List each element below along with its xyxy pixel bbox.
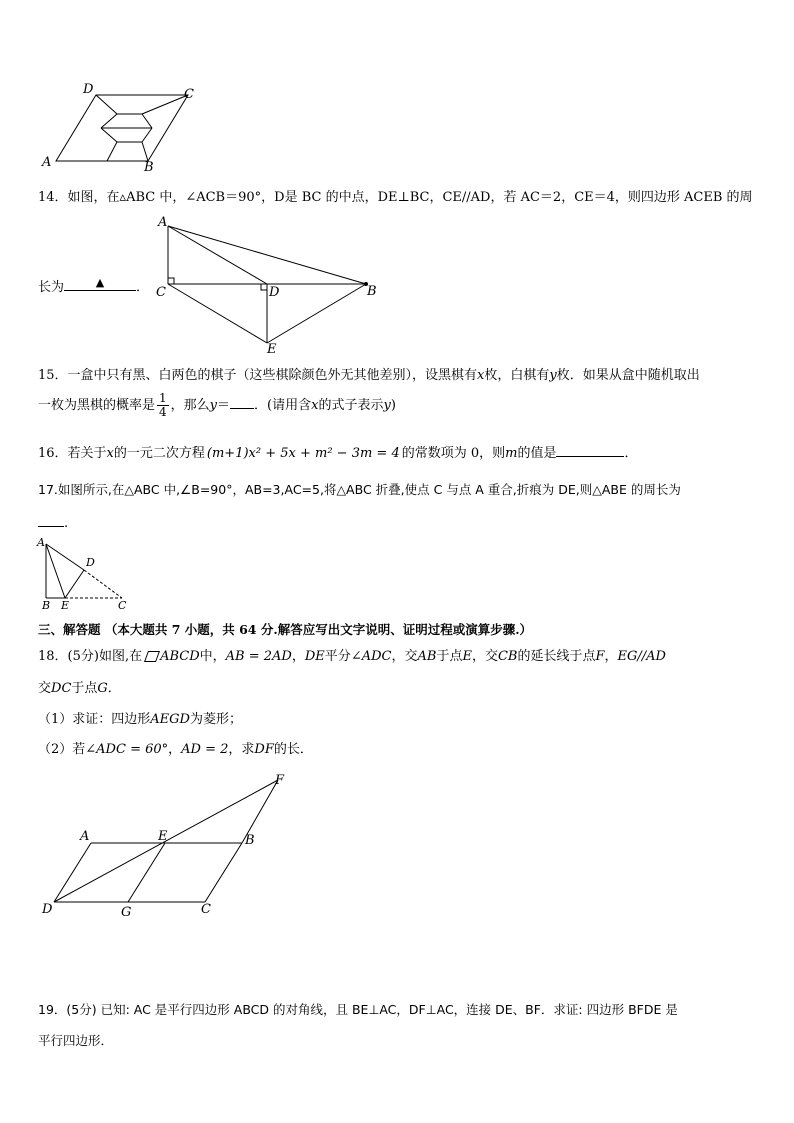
q17-label-b: B (42, 599, 51, 612)
q14-label-c: C (156, 285, 166, 300)
q14-label-b: B (367, 284, 377, 299)
q13-label-d: D (83, 82, 94, 97)
q18-line1 (38, 645, 666, 664)
q14-text2: 长为 (38, 280, 65, 295)
section-heading: 三、解答题 （本大题共 7 小题，共 64 分.解答应写出文字说明、证明过程或演算步骤.） (38, 622, 533, 637)
q15-var-y2: y (209, 398, 218, 413)
q18-text-h: 的延长线于点 (517, 649, 596, 664)
q18-f: F (595, 649, 605, 664)
q18-label-e: E (158, 829, 168, 844)
q15-text-a: 15．一盒中只有黑、白两色的棋子（这些棋除颜色外无其他差别），设黑棋有 (38, 368, 478, 383)
q17-label-e: E (61, 599, 70, 612)
q18-text-g: ，交 (471, 649, 498, 664)
q17-figure (36, 536, 136, 612)
q18-part2-b: ∠ADC = 60° (85, 742, 169, 757)
q18-part1-a: （1）求证：四边形 (38, 712, 151, 727)
q15-var-y3: y (383, 398, 391, 413)
q16-var-m: m (505, 446, 518, 461)
q15-answer-blank[interactable] (230, 394, 254, 409)
q17-answer-blank[interactable] (38, 512, 64, 527)
q16-line (38, 442, 638, 461)
q18-part1 (38, 708, 242, 727)
q19-line1: 19．(5分) 已知: AC 是平行四边形 ABCD 的对角线，且 BE⊥AC，DF⊥AC，连接 DE、BF．求证: 四边形 BFDE 是 (38, 1002, 678, 1017)
q18-label-d: D (42, 902, 53, 917)
q18-angle: ∠ADC (350, 649, 392, 664)
q15-text-d: 一枚为黑棋的概率是 (38, 398, 156, 413)
q18-eg: EG//AD (617, 649, 666, 664)
q15-eq: ＝ (217, 398, 231, 413)
q15-text-g: 的式子表示 (318, 398, 384, 413)
q18-part1-c: 为菱形； (189, 712, 242, 727)
q19-line2: 平行四边形． (38, 1033, 114, 1048)
q14-text: 14．如图，在▵ABC 中，∠ACB＝90°，D是 BC 的中点，DE⊥BC，CE//AD，若 AC＝2，CE＝4，则四边形 ACEB 的周 (38, 190, 753, 205)
q17-text: 17.如图所示,在△ABC 中,∠B=90°，AB=3,AC=5,将△ABC 折叠,使点 C 与点 A 重合,折痕为 DE,则△ABE 的周长为 (38, 482, 681, 497)
q15-var-y: y (549, 368, 557, 383)
q17-end: . (64, 516, 69, 531)
q15-var-x: x (477, 368, 485, 383)
q17-label-d: D (86, 556, 95, 569)
q18-text-f: 于点 (436, 649, 463, 664)
q18-part2-d: AD = 2 (181, 742, 229, 757)
q18-e: E (462, 649, 472, 664)
q18-abcd: ABCD (160, 649, 200, 664)
q18-line2 (38, 677, 121, 696)
q18-part2-c: ， (168, 742, 182, 757)
q18-label-c: C (201, 902, 211, 917)
q13-label-c: C (184, 87, 194, 102)
q14-label-d: D (269, 285, 280, 300)
q13-label-a: A (42, 155, 52, 170)
q15-text-b: 枚，白棋有 (484, 368, 550, 383)
q18-part2-f: DF (254, 742, 274, 757)
q15-line2 (38, 392, 396, 419)
q17-label-c: C (118, 599, 127, 612)
q18-ab-eq: AB = 2AD (225, 649, 292, 664)
q18-cb: CB (497, 649, 518, 664)
q18-label-f: F (275, 773, 285, 788)
q15-line1 (38, 364, 700, 383)
q15-frac-den: 4 (159, 405, 167, 419)
q14-label-a: A (158, 215, 168, 230)
q14-answer-line: 长为 ▲ ． (38, 276, 150, 295)
q18-text-l: ． (107, 681, 121, 696)
q16-text-d: 的值是 (517, 446, 557, 461)
q18-text-a: 18．(5分)如图,在 (38, 649, 143, 664)
q18-text-k: 于点 (71, 681, 98, 696)
q15-text-h: ) (390, 398, 396, 413)
q18-ab: AB (417, 649, 437, 664)
q18-label-b: B (245, 833, 255, 848)
q13-figure (38, 80, 208, 176)
q14-answer-blank[interactable] (64, 276, 136, 291)
q13-label-b: B (144, 160, 154, 175)
q18-text-d: 平分 (324, 649, 351, 664)
q18-label-g: G (121, 905, 132, 920)
q18-dc: DC (51, 681, 72, 696)
q18-part2 (38, 738, 313, 757)
q15-frac-num: 1 (159, 391, 167, 405)
q16-var-x: x (106, 446, 114, 461)
q17-answer-line (38, 512, 68, 531)
q18-de: DE (304, 649, 325, 664)
q18-part2-g: 的长． (273, 742, 313, 757)
q18-label-a: A (80, 829, 90, 844)
q16-text-c: 的常数项为 0，则 (401, 446, 506, 461)
q16-equation: (m+1)x² + 5x + m² − 3m = 4 (206, 446, 400, 461)
q18-part1-b: AEGD (150, 712, 190, 727)
q18-text-i: ， (604, 649, 618, 664)
q14-answer-mark: ▲ (95, 276, 105, 289)
q16-answer-blank[interactable] (556, 442, 624, 457)
q15-fraction (157, 392, 169, 419)
q18-text-c: ， (291, 649, 305, 664)
q18-figure (36, 770, 296, 920)
q18-text-e: ，交 (391, 649, 418, 664)
q18-part2-e: ，求 (228, 742, 255, 757)
q16-text-e: ． (624, 446, 638, 461)
q16-text-a: 16．若关于 (38, 446, 107, 461)
q18-g: G (97, 681, 108, 696)
q14-label-e: E (267, 342, 277, 357)
q15-text-f: ．(请用含 (254, 398, 312, 413)
parallelogram-symbol (144, 651, 160, 662)
q18-text-b: 中， (199, 649, 226, 664)
q16-text-b: 的一元二次方程 (113, 446, 205, 461)
q18-part2-a: （2）若 (38, 742, 86, 757)
q15-text-e: ，那么 (170, 398, 210, 413)
q18-text-j: 交 (38, 681, 52, 696)
q14-figure (150, 212, 390, 358)
q17-label-a: A (37, 536, 45, 549)
q15-var-x2: x (311, 398, 319, 413)
q15-text-c: 枚．如果从盒中随机取出 (556, 368, 700, 383)
